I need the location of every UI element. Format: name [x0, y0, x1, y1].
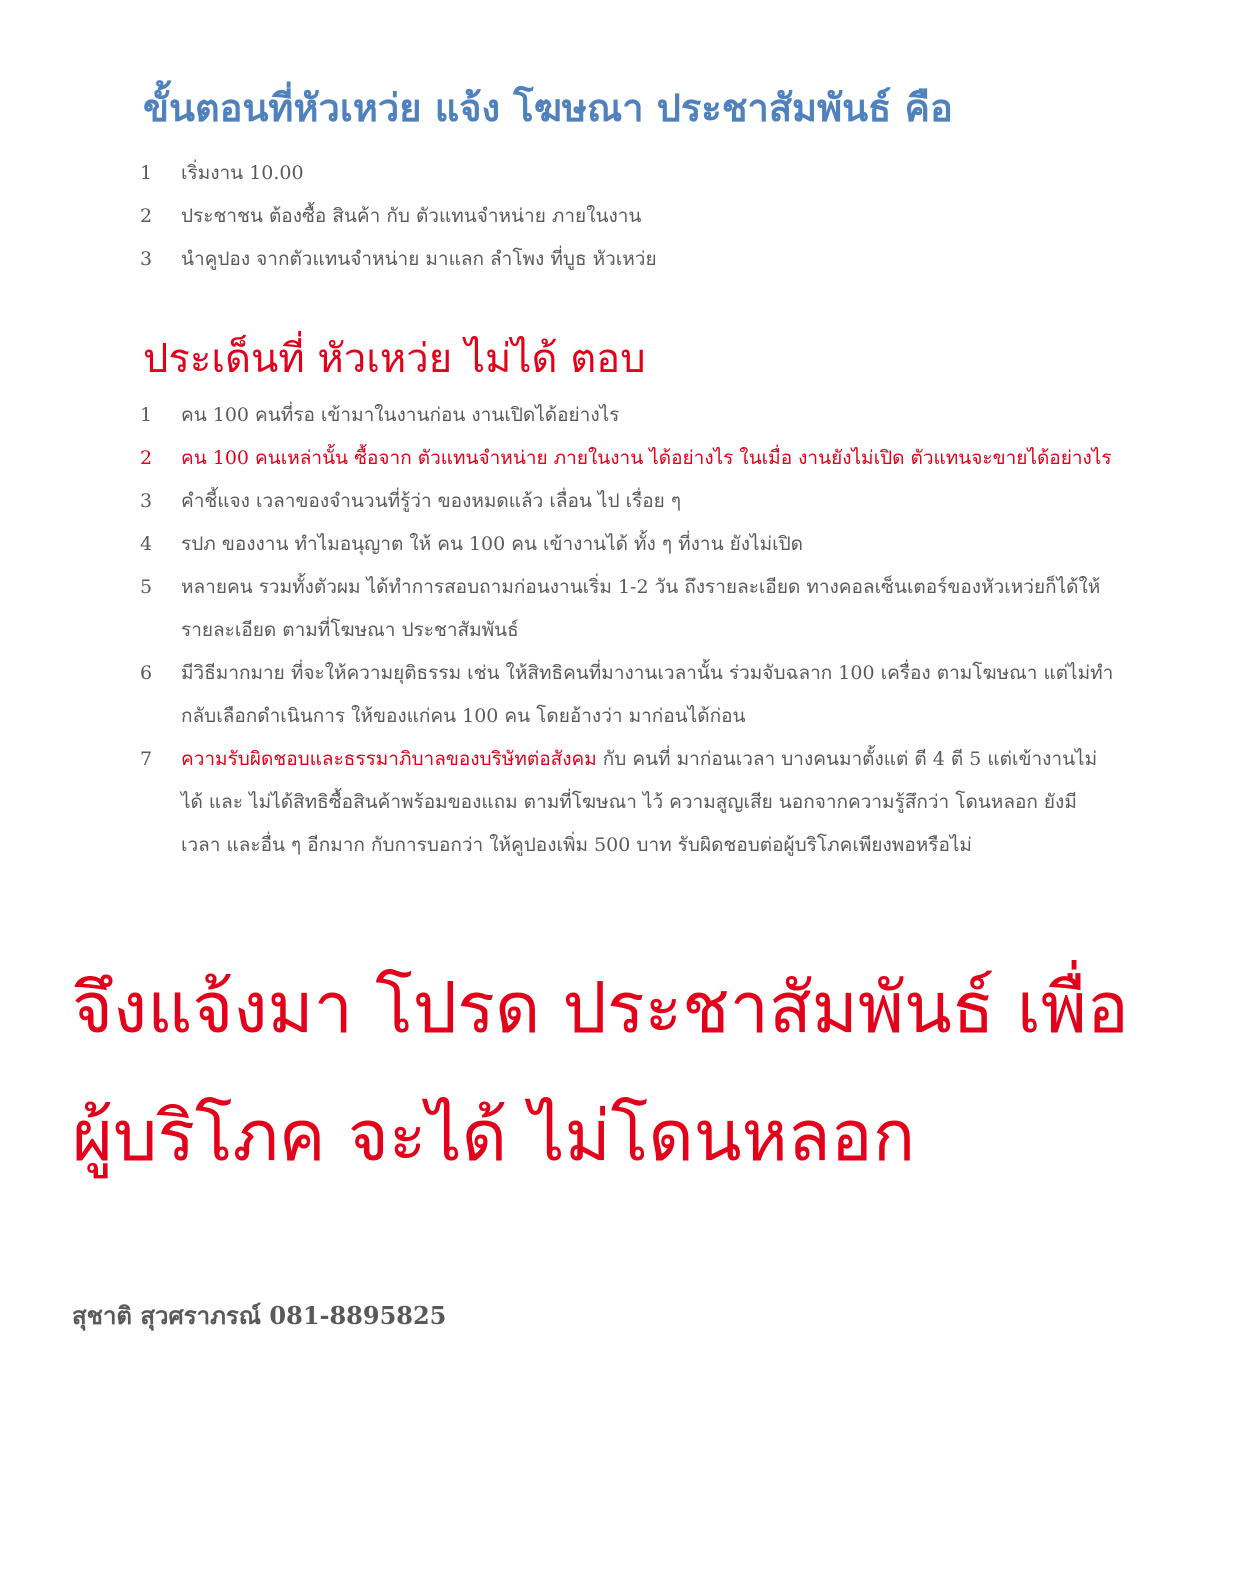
list-item [140, 738, 1116, 867]
item-text: คน 100 คนที่รอ เข้ามาในงานก่อน งานเปิดได้อย่างไร [181, 404, 620, 426]
section2-title: ประเด็นที่ หัวเหว่ย ไม่ได้ ตอบ [143, 336, 646, 382]
item-number: 1 [140, 162, 153, 184]
notice-message [72, 944, 1129, 1200]
item-text: ประชาชน ต้องซื้อ สินค้า กับ ตัวแทนจำหน่าย ภายในงาน [181, 205, 642, 227]
list-item [140, 195, 1116, 238]
item-text: หลายคน รวมทั้งตัวผม ได้ทำการสอบถามก่อนงานเริ่ม 1-2 วัน ถึงรายละเอียด ทางคอลเซ็นเตอร์ของหัวเหว่ยก็ได้ให้รายละเอียด ตามที่โฆษณา ประชาสัมพันธ์ [181, 576, 1101, 641]
list-item-highlighted [140, 437, 1116, 480]
item-text: คำชี้แจง เวลาของจำนวนที่รู้ว่า ของหมดแล้ว เลื่อน ไป เรื่อย ๆ [181, 490, 682, 512]
list-item [140, 480, 1116, 523]
item-text: มีวิธีมากมาย ที่จะให้ความยุติธรรม เช่น ให้สิทธิคนที่มางานเวลานั้น ร่วมจับฉลาก 100 เครื่อง ตามโฆษณา แต่ไม่ทำ กลับเลือกดำเนินการ ให้ของแก่คน 100 คน โดยอ้างว่า มาก่อนได้ก่อน [181, 662, 1114, 727]
item-text: นำคูปอง จากตัวแทนจำหน่าย มาแลก ลำโพง ที่บูธ หัวเหว่ย [181, 248, 657, 270]
list-item [140, 152, 1116, 195]
item-highlight-text: ความรับผิดชอบและธรรมาภิบาลของบริษัทต่อสังคม [181, 748, 597, 770]
list-item [140, 394, 1116, 437]
item-text-container [181, 738, 1116, 867]
item-text: เริ่มงาน 10.00 [181, 162, 304, 184]
section1-list [140, 152, 1116, 281]
item-text: รปภ ของงาน ทำไมอนุญาต ให้ คน 100 คน เข้างานได้ ทั้ง ๆ ที่งาน ยังไม่เปิด [181, 533, 803, 555]
notice-line-2: ผู้บริโภค จะได้ ไม่โดนหลอก [72, 1095, 916, 1177]
item-number: 6 [140, 662, 153, 684]
list-item [140, 652, 1116, 738]
item-number: 2 [140, 447, 153, 469]
item-number: 3 [140, 490, 153, 512]
section1-title: ขั้นตอนที่หัวเหว่ย แจ้ง โฆษณา ประชาสัมพันธ์ คือ [143, 85, 953, 130]
notice-line-1: จึงแจ้งมา โปรด ประชาสัมพันธ์ เพื่อ [72, 967, 1129, 1049]
item-number: 4 [140, 533, 153, 555]
item-number: 3 [140, 248, 153, 270]
author-signature: สุชาติ สุวศราภรณ์ 081-8895825 [72, 1301, 447, 1330]
list-item [140, 566, 1116, 652]
section2-list [140, 394, 1116, 867]
item-text: คน 100 คนเหล่านั้น ซื้อจาก ตัวแทนจำหน่าย ภายในงาน ได้อย่างไร ในเมื่อ งานยังไม่เปิด ตัวแทนจะขายได้อย่างไร [181, 447, 1112, 469]
list-item [140, 238, 1116, 281]
list-item [140, 523, 1116, 566]
item-number: 7 [140, 748, 153, 770]
item-number: 2 [140, 205, 153, 227]
item-number: 1 [140, 404, 153, 426]
item-number: 5 [140, 576, 153, 598]
item-text: กับ คนที่ มาก่อนเวลา บางคนมาตั้งแต่ ตี 4 ตี 5 แต่เข้างานไม่ได้ และ ไม่ได้สิทธิซื้อสินค้าพร้อมของแถม ตามที่โฆษณา ไว้ ความสูญเสีย นอกจากความรู้สึกว่า โดนหลอก ยังมีเวลา และอื่น ๆ อีกมาก กับการบอกว่า ให้คูปองเพิ่ม 500 บาท รับผิดชอบต่อผู้บริโภคเพียงพอหรือไม่ [181, 748, 1098, 856]
